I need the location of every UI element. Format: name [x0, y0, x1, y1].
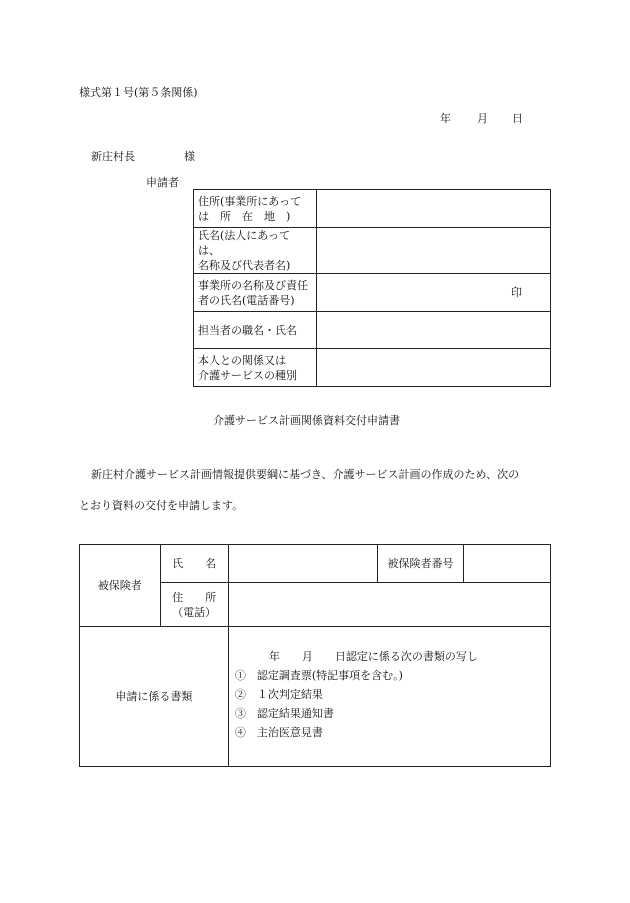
insured-address-field[interactable] — [228, 583, 550, 627]
applicant-address-field[interactable] — [317, 190, 551, 228]
insured-number-field[interactable] — [464, 545, 551, 583]
docs-item-result-notice: ③ 認定結果通知書 — [234, 707, 334, 720]
applicant-office-field[interactable] — [317, 274, 551, 312]
applicant-name-label-line1: 氏名(法人にあっては、 — [198, 229, 291, 257]
docs-item-doctor-opinion: ④ 主治医意見書 — [234, 726, 323, 739]
addressee-name: 新庄村長 — [91, 150, 135, 163]
docs-row — [80, 627, 551, 767]
docs-cell — [228, 627, 550, 767]
insured-phone-label-text: （電話） — [172, 605, 217, 619]
applicant-relation-label — [194, 349, 317, 387]
insured-number-label: 被保険者番号 — [377, 545, 464, 583]
insured-table — [79, 544, 551, 767]
applicant-row-staff — [194, 312, 551, 349]
date-year-label: 年 — [440, 112, 451, 125]
docs-label: 申請に係る書類 — [80, 627, 229, 767]
applicant-address-label-line2: は 所 在 地 ) — [198, 209, 291, 223]
insured-name-field[interactable] — [228, 545, 377, 583]
addressee-suffix: 様 — [184, 150, 195, 163]
applicant-office-label — [194, 274, 317, 312]
applicant-row-office — [194, 274, 551, 312]
document-title: 介護サービス計画関係資料交付申請書 — [213, 414, 400, 427]
applicant-label: 申請者 — [146, 176, 179, 189]
insured-address-label-text: 住 所 — [172, 590, 217, 604]
docs-heading: 年 月 日認定に係る次の書類の写し — [268, 650, 478, 663]
body-text-line1: 新庄村介護サービス計画情報提供要綱に基づき、介護サービス計画の作成のため、次の — [91, 468, 520, 481]
applicant-address-label — [194, 190, 317, 228]
date-day-label: 日 — [512, 112, 523, 125]
applicant-name-label — [194, 228, 317, 274]
insured-address-label — [160, 583, 228, 627]
date-month-label: 月 — [477, 112, 488, 125]
insured-name-label: 氏 名 — [160, 545, 228, 583]
seal-mark: 印 — [511, 286, 522, 299]
applicant-row-address — [194, 190, 551, 228]
applicant-relation-field[interactable] — [317, 349, 551, 387]
insured-label: 被保険者 — [80, 545, 161, 627]
applicant-relation-label-line2: 介護サービスの種別 — [198, 368, 297, 382]
applicant-office-label-line2: 者の氏名(電話番号) — [198, 293, 295, 307]
form-number: 様式第１号(第５条関係) — [79, 86, 198, 99]
applicant-table — [193, 189, 551, 387]
applicant-address-label-line1: 住所(事業所にあって — [198, 194, 302, 208]
applicant-row-name — [194, 228, 551, 274]
applicant-row-relation — [194, 349, 551, 387]
applicant-staff-label — [194, 312, 317, 349]
applicant-name-label-line2: 名称及び代表者名) — [198, 259, 291, 272]
docs-item-primary-result: ② １次判定結果 — [234, 688, 323, 701]
body-text-line2: とおり資料の交付を申請します。 — [79, 499, 244, 512]
applicant-relation-label-line1: 本人との関係又は — [198, 353, 286, 367]
applicant-office-label-line1: 事業所の名称及び責任 — [198, 278, 308, 292]
applicant-staff-field[interactable] — [317, 312, 551, 349]
insured-row-name — [80, 545, 551, 583]
docs-item-survey: ① 認定調査票(特記事項を含む。) — [234, 669, 403, 682]
applicant-staff-label-line1: 担当者の職名・氏名 — [198, 323, 297, 337]
applicant-name-field[interactable] — [317, 228, 551, 274]
